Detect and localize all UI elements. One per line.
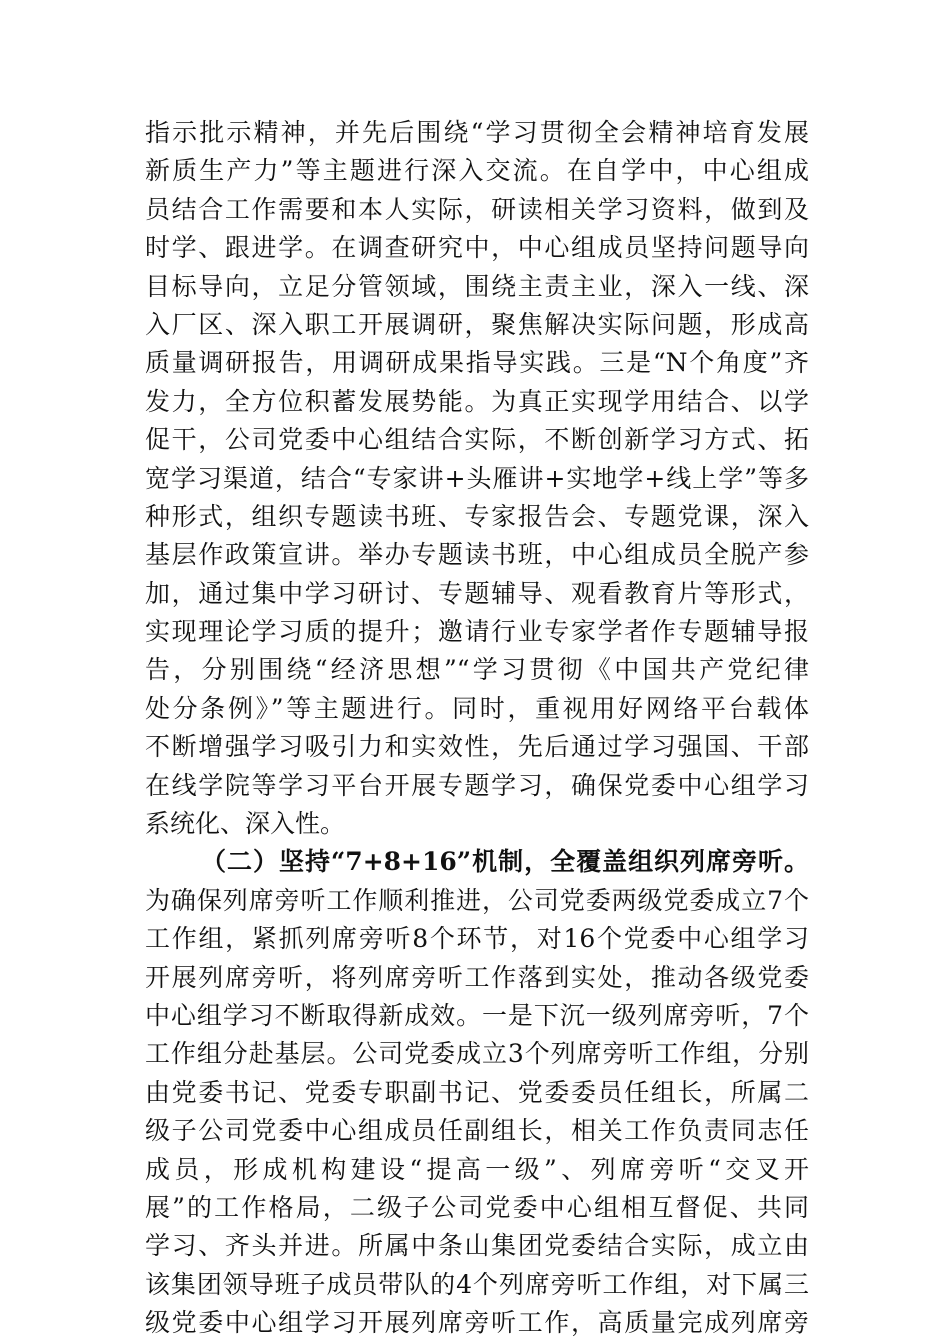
text-line: 目标导向，立足分管领域，围绕主责主业，深入一线、深 (145, 271, 809, 301)
text-line: 实现理论学习质的提升；邀请行业专家学者作专题辅导报 (145, 617, 809, 647)
text-line: 加，通过集中学习研讨、专题辅导、观看教育片等形式， (145, 578, 809, 608)
body-text (145, 114, 809, 1343)
text-line: 展”的工作格局，二级子公司党委中心组相互督促、共同 (145, 1192, 809, 1222)
text-line: 新质生产力”等主题进行深入交流。在自学中，中心组成 (145, 156, 809, 186)
text-line: 成员，形成机构建设“提高一级”、列席旁听“交叉开 (145, 1154, 809, 1184)
text-line: 系统化、深入性。 (145, 809, 346, 839)
text-line: 由党委书记、党委专职副书记、党委委员任组长，所属二 (145, 1077, 809, 1107)
text-line: 指示批示精神，并先后围绕“学习贯彻全会精神培育发展 (145, 118, 809, 147)
text-line: 员结合工作需要和本人实际，研读相关学习资料，做到及 (145, 194, 809, 224)
text-line: 基层作政策宣讲。举办专题读书班，中心组成员全脱产参 (145, 540, 809, 570)
text-line: 级子公司党委中心组成员任副组长，相关工作负责同志任 (145, 1116, 809, 1146)
text-line: 该集团领导班子成员带队的4个列席旁听工作组，对下属三 (145, 1269, 809, 1299)
text-line: 工作组，紧抓列席旁听8个环节，对16个党委中心组学习 (145, 924, 809, 954)
text-line: 中心组学习不断取得新成效。一是下沉一级列席旁听，7个 (145, 1000, 809, 1030)
text-line: 开展列席旁听，将列席旁听工作落到实处，推动各级党委 (145, 962, 809, 992)
text-line: 学习、齐头并进。所属中条山集团党委结合实际，成立由 (145, 1231, 809, 1261)
text-line: 种形式，组织专题读书班、专家报告会、专题党课，深入 (145, 501, 809, 531)
text-line: 质量调研报告，用调研成果指导实践。三是“N个角度”齐 (145, 348, 809, 378)
text-line: 发力，全方位积蓄发展势能。为真正实现学用结合、以学 (145, 386, 809, 416)
text-line: 级党委中心组学习开展列席旁听工作，高质量完成列席旁 (145, 1308, 809, 1338)
text-line: 入厂区、深入职工开展调研，聚焦解决实际问题，形成高 (145, 309, 809, 339)
text-line: 促干，公司党委中心组结合实际，不断创新学习方式、拓 (145, 425, 809, 455)
text-line: 为确保列席旁听工作顺利推进，公司党委两级党委成立7个 (145, 885, 809, 915)
text-line: 在线学院等学习平台开展专题学习，确保党委中心组学习 (145, 770, 809, 800)
text-line: 告，分别围绕“经济思想”“学习贯彻《中国共产党纪律 (145, 655, 809, 685)
text-line: 宽学习渠道，结合“专家讲+头雁讲+实地学+线上学”等多 (145, 463, 809, 493)
text-line: 工作组分赴基层。公司党委成立3个列席旁听工作组，分别 (145, 1039, 809, 1069)
section-heading: （二）坚持“7+8+16”机制，全覆盖组织列席旁听。 (201, 847, 809, 877)
text-line: 时学、跟进学。在调查研究中，中心组成员坚持问题导向 (145, 233, 809, 263)
text-line: 处分条例》”等主题进行。同时，重视用好网络平台载体 (145, 693, 809, 723)
text-line: 不断增强学习吸引力和实效性，先后通过学习强国、干部 (145, 732, 809, 762)
